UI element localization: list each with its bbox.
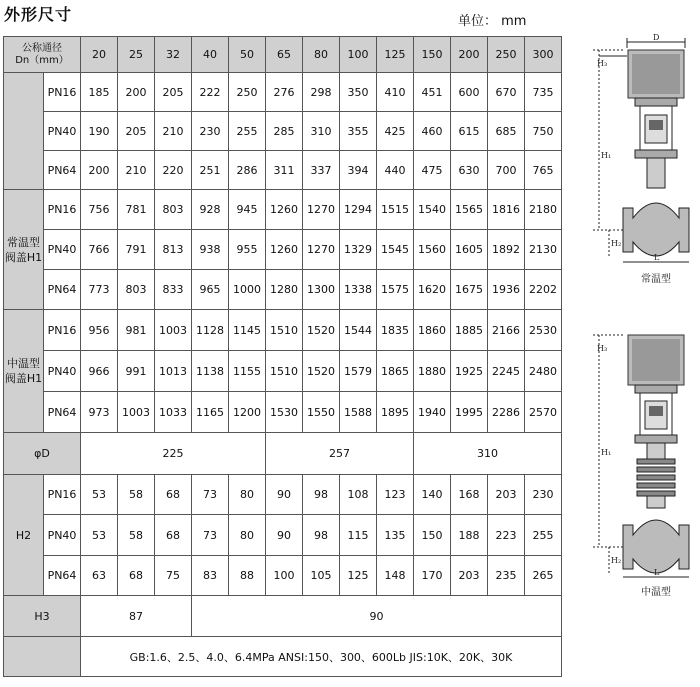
value-cell: 2570	[525, 392, 562, 433]
table-row	[4, 556, 562, 596]
h3-value: 87	[81, 596, 192, 637]
value-cell: 1544	[340, 310, 377, 351]
value-cell: 1155	[229, 351, 266, 392]
h3-label: H3	[4, 596, 81, 637]
value-cell: 125	[340, 556, 377, 596]
value-cell: 1510	[266, 351, 303, 392]
value-cell: 1565	[451, 190, 488, 230]
pn-cell: PN40	[44, 230, 81, 270]
dn-label-line2: Dn（mm）	[15, 54, 69, 66]
value-cell: 2530	[525, 310, 562, 351]
caption-medium-temp: 中温型	[641, 587, 671, 598]
value-cell: 168	[451, 475, 488, 515]
value-cell: 630	[451, 151, 488, 190]
table-row	[4, 112, 562, 151]
value-cell: 90	[266, 475, 303, 515]
valve-drawings	[585, 30, 700, 598]
value-cell: 1520	[303, 351, 340, 392]
value-cell: 966	[81, 351, 118, 392]
value-cell: 250	[229, 73, 266, 112]
value-cell: 813	[155, 230, 192, 270]
value-cell: 451	[414, 73, 451, 112]
value-cell: 955	[229, 230, 266, 270]
dimension-table	[3, 36, 562, 677]
size-header: 80	[303, 37, 340, 73]
value-cell: 123	[377, 475, 414, 515]
value-cell: 1329	[340, 230, 377, 270]
value-cell: 148	[377, 556, 414, 596]
value-cell: 68	[155, 475, 192, 515]
value-cell: 685	[488, 112, 525, 151]
value-cell: 956	[81, 310, 118, 351]
value-cell: 1138	[192, 351, 229, 392]
dn-label-line1: 公称通径	[22, 42, 62, 54]
value-cell: 90	[266, 515, 303, 556]
value-cell: 1995	[451, 392, 488, 433]
value-cell: 1620	[414, 270, 451, 310]
phi-d-value: 310	[414, 433, 562, 475]
pn-cell: PN16	[44, 475, 81, 515]
value-cell: 58	[118, 475, 155, 515]
value-cell: 773	[81, 270, 118, 310]
h2-group: H2	[4, 475, 44, 596]
value-cell: 108	[340, 475, 377, 515]
value-cell: 200	[118, 73, 155, 112]
value-cell: 425	[377, 112, 414, 151]
h1-standard-group	[4, 73, 44, 190]
value-cell: 1033	[155, 392, 192, 433]
value-cell: 203	[451, 556, 488, 596]
unit-label: 单位： mm	[458, 14, 527, 29]
value-cell: 1270	[303, 230, 340, 270]
value-cell: 1560	[414, 230, 451, 270]
dn-header-cell	[4, 37, 81, 73]
value-cell: 1515	[377, 190, 414, 230]
pn-cell: PN40	[44, 515, 81, 556]
h1-medium-group: 中温型阀盖H1	[4, 310, 44, 433]
value-cell: 223	[488, 515, 525, 556]
dim-h1: H₁	[601, 151, 612, 160]
dim-h3: H₃	[597, 344, 608, 353]
value-cell: 200	[81, 151, 118, 190]
value-cell: 1294	[340, 190, 377, 230]
value-cell: 83	[192, 556, 229, 596]
value-cell: 63	[81, 556, 118, 596]
value-cell: 833	[155, 270, 192, 310]
value-cell: 230	[525, 475, 562, 515]
size-header: 150	[414, 37, 451, 73]
value-cell: 73	[192, 475, 229, 515]
dim-l: L	[654, 253, 660, 262]
value-cell: 2480	[525, 351, 562, 392]
phi-d-value: 225	[81, 433, 266, 475]
value-cell: 756	[81, 190, 118, 230]
value-cell: 286	[229, 151, 266, 190]
value-cell: 1003	[155, 310, 192, 351]
value-cell: 981	[118, 310, 155, 351]
value-cell: 265	[525, 556, 562, 596]
value-cell: 1575	[377, 270, 414, 310]
value-cell: 73	[192, 515, 229, 556]
h3-value: 90	[192, 596, 562, 637]
table-row	[4, 73, 562, 112]
value-cell: 600	[451, 73, 488, 112]
value-cell: 1520	[303, 310, 340, 351]
value-cell: 1880	[414, 351, 451, 392]
value-cell: 1260	[266, 230, 303, 270]
value-cell: 140	[414, 475, 451, 515]
value-cell: 2286	[488, 392, 525, 433]
value-cell: 781	[118, 190, 155, 230]
value-cell: 185	[81, 73, 118, 112]
value-cell: 965	[192, 270, 229, 310]
value-cell: 1510	[266, 310, 303, 351]
value-cell: 255	[525, 515, 562, 556]
h1-normal-group: 常温型阀盖H1	[4, 190, 44, 310]
value-cell: 973	[81, 392, 118, 433]
value-cell: 255	[229, 112, 266, 151]
value-cell: 190	[81, 112, 118, 151]
table-row	[4, 230, 562, 270]
value-cell: 80	[229, 475, 266, 515]
value-cell: 1338	[340, 270, 377, 310]
value-cell: 310	[303, 112, 340, 151]
dim-h2: H₂	[611, 239, 622, 248]
value-cell: 1003	[118, 392, 155, 433]
value-cell: 1605	[451, 230, 488, 270]
value-cell: 53	[81, 515, 118, 556]
value-cell: 285	[266, 112, 303, 151]
value-cell: 235	[488, 556, 525, 596]
value-cell: 230	[192, 112, 229, 151]
value-cell: 2166	[488, 310, 525, 351]
header-row	[4, 37, 562, 73]
pn-cell: PN64	[44, 556, 81, 596]
value-cell: 210	[155, 112, 192, 151]
value-cell: 1530	[266, 392, 303, 433]
value-cell: 440	[377, 151, 414, 190]
value-cell: 150	[414, 515, 451, 556]
value-cell: 205	[118, 112, 155, 151]
value-cell: 460	[414, 112, 451, 151]
pn-cell: PN64	[44, 270, 81, 310]
h3-row	[4, 596, 562, 637]
table-row	[4, 190, 562, 230]
size-header: 20	[81, 37, 118, 73]
value-cell: 928	[192, 190, 229, 230]
value-cell: 1936	[488, 270, 525, 310]
value-cell: 991	[118, 351, 155, 392]
value-cell: 766	[81, 230, 118, 270]
size-header: 50	[229, 37, 266, 73]
value-cell: 735	[525, 73, 562, 112]
value-cell: 1865	[377, 351, 414, 392]
phi-d-row	[4, 433, 562, 475]
size-header: 125	[377, 37, 414, 73]
value-cell: 1925	[451, 351, 488, 392]
value-cell: 205	[155, 73, 192, 112]
size-header: 32	[155, 37, 192, 73]
pn-cell: PN64	[44, 151, 81, 190]
value-cell: 700	[488, 151, 525, 190]
value-cell: 75	[155, 556, 192, 596]
value-cell: 68	[118, 556, 155, 596]
value-cell: 750	[525, 112, 562, 151]
value-cell: 945	[229, 190, 266, 230]
value-cell: 53	[81, 475, 118, 515]
value-cell: 1885	[451, 310, 488, 351]
value-cell: 1260	[266, 190, 303, 230]
value-cell: 803	[118, 270, 155, 310]
value-cell: 170	[414, 556, 451, 596]
value-cell: 615	[451, 112, 488, 151]
value-cell: 68	[155, 515, 192, 556]
value-cell: 1675	[451, 270, 488, 310]
value-cell: 1200	[229, 392, 266, 433]
table-row	[4, 351, 562, 392]
size-header: 40	[192, 37, 229, 73]
value-cell: 80	[229, 515, 266, 556]
value-cell: 210	[118, 151, 155, 190]
valve-diagrams	[585, 30, 700, 598]
value-cell: 1000	[229, 270, 266, 310]
dim-d: D	[653, 33, 660, 42]
standards-row	[4, 637, 562, 677]
pn-cell: PN16	[44, 190, 81, 230]
size-header: 200	[451, 37, 488, 73]
value-cell: 1895	[377, 392, 414, 433]
value-cell: 135	[377, 515, 414, 556]
value-cell: 1588	[340, 392, 377, 433]
pn-cell: PN16	[44, 73, 81, 112]
value-cell: 203	[488, 475, 525, 515]
value-cell: 938	[192, 230, 229, 270]
value-cell: 298	[303, 73, 340, 112]
value-cell: 1892	[488, 230, 525, 270]
size-header: 65	[266, 37, 303, 73]
value-cell: 1940	[414, 392, 451, 433]
value-cell: 2130	[525, 230, 562, 270]
standards-text: GB:1.6、2.5、4.0、6.4MPa ANSI:150、300、600Lb JIS:10K、20K、30K	[81, 637, 562, 677]
value-cell: 1280	[266, 270, 303, 310]
value-cell: 1165	[192, 392, 229, 433]
dim-l: L	[654, 568, 660, 577]
value-cell: 394	[340, 151, 377, 190]
dim-h2: H₂	[611, 556, 622, 565]
size-header: 300	[525, 37, 562, 73]
dim-h3: H₃	[597, 59, 608, 68]
value-cell: 803	[155, 190, 192, 230]
table-row	[4, 270, 562, 310]
table-row	[4, 475, 562, 515]
table-row	[4, 310, 562, 351]
size-header: 250	[488, 37, 525, 73]
value-cell: 2245	[488, 351, 525, 392]
value-cell: 1145	[229, 310, 266, 351]
value-cell: 1540	[414, 190, 451, 230]
table-row	[4, 151, 562, 190]
value-cell: 337	[303, 151, 340, 190]
caption-normal-temp: 常温型	[641, 274, 671, 285]
value-cell: 410	[377, 73, 414, 112]
value-cell: 220	[155, 151, 192, 190]
value-cell: 115	[340, 515, 377, 556]
value-cell: 251	[192, 151, 229, 190]
value-cell: 355	[340, 112, 377, 151]
value-cell: 100	[266, 556, 303, 596]
pn-cell: PN40	[44, 112, 81, 151]
value-cell: 1128	[192, 310, 229, 351]
value-cell: 98	[303, 475, 340, 515]
value-cell: 350	[340, 73, 377, 112]
value-cell: 791	[118, 230, 155, 270]
value-cell: 2202	[525, 270, 562, 310]
value-cell: 1835	[377, 310, 414, 351]
value-cell: 276	[266, 73, 303, 112]
value-cell: 1816	[488, 190, 525, 230]
value-cell: 311	[266, 151, 303, 190]
value-cell: 670	[488, 73, 525, 112]
table-row	[4, 392, 562, 433]
size-header: 100	[340, 37, 377, 73]
value-cell: 1300	[303, 270, 340, 310]
medium-temp-valve-drawing	[593, 335, 689, 598]
value-cell: 1270	[303, 190, 340, 230]
table-row	[4, 515, 562, 556]
phi-d-value: 257	[266, 433, 414, 475]
normal-temp-valve-drawing	[593, 33, 689, 285]
pn-cell: PN64	[44, 392, 81, 433]
value-cell: 1579	[340, 351, 377, 392]
value-cell: 98	[303, 515, 340, 556]
value-cell: 765	[525, 151, 562, 190]
value-cell: 188	[451, 515, 488, 556]
value-cell: 58	[118, 515, 155, 556]
standards-label-cell	[4, 637, 81, 677]
dim-h1: H₁	[601, 448, 612, 457]
page-title: 外形尺寸	[4, 5, 73, 24]
value-cell: 1860	[414, 310, 451, 351]
value-cell: 2180	[525, 190, 562, 230]
phi-d-label: φD	[4, 433, 81, 475]
pn-cell: PN40	[44, 351, 81, 392]
size-header: 25	[118, 37, 155, 73]
value-cell: 1545	[377, 230, 414, 270]
value-cell: 1013	[155, 351, 192, 392]
value-cell: 475	[414, 151, 451, 190]
value-cell: 1550	[303, 392, 340, 433]
pn-cell: PN16	[44, 310, 81, 351]
value-cell: 222	[192, 73, 229, 112]
value-cell: 88	[229, 556, 266, 596]
value-cell: 105	[303, 556, 340, 596]
